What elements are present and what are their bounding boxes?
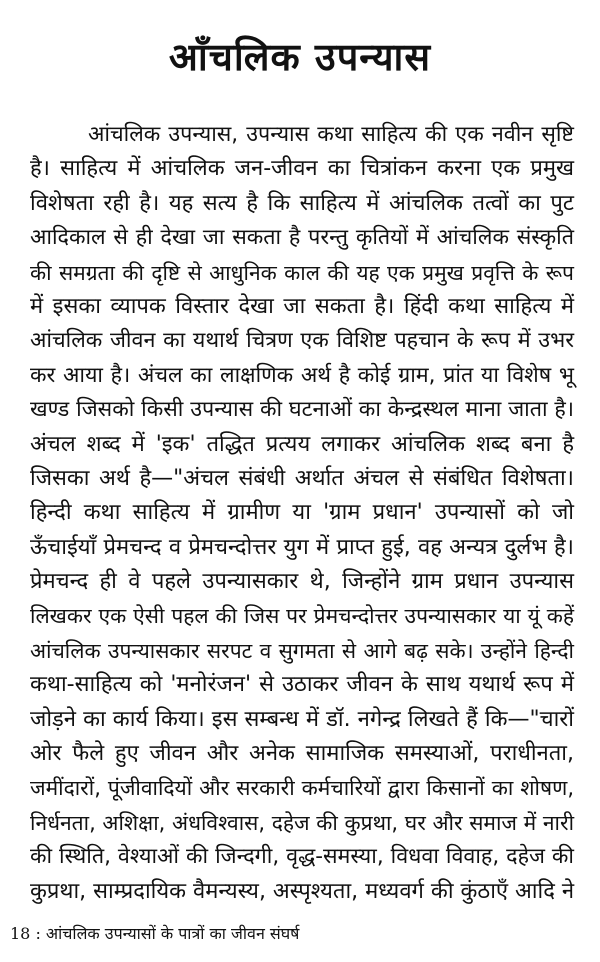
text-line: खण्ड जिसको किसी उपन्यास की घटनाओं का केन्द्रस्थल माना जाता है।	[30, 397, 574, 423]
page-footer: 18 : आंचलिक उपन्यासों के पात्रों का जीवन संघर्ष	[10, 924, 300, 943]
text-line: कथा-साहित्य को 'मनोरंजन' से उठाकर जीवन के साथ यथार्थ रूप में	[30, 672, 574, 698]
text-line: विशेषता रही है। यह सत्य है कि साहित्य में आंचलिक तत्वों का पुट	[30, 190, 574, 216]
text-line: है। साहित्य में आंचलिक जन-जीवन का चित्रांकन करना एक प्रमुख	[30, 156, 574, 182]
text-line: की समग्रता की दृष्टि से आधुनिक काल की यह एक प्रमुख प्रवृत्ति के रूप	[30, 260, 574, 285]
text-line: की स्थिति, वेश्याओं की जिन्दगी, वृद्ध-समस्या, विधवा विवाह, दहेज की	[30, 844, 574, 870]
text-line: कर आया है। अंचल का लाक्षणिक अर्थ है कोई ग्राम, प्रांत या विशेष भू	[30, 362, 574, 388]
text-line: लिखकर एक ऐसी पहल की जिस पर प्रेमचन्दोत्तर उपन्यासकार या यूं कहें	[30, 604, 574, 629]
text-line: हिन्दी कथा साहित्य में ग्रामीण या 'ग्राम प्रधान' उपन्यासों को जो	[30, 500, 574, 526]
text-line: आदिकाल से ही देखा जा सकता है परन्तु कृतियों में आंचलिक संस्कृति	[30, 225, 574, 251]
body-text	[30, 118, 574, 909]
text-line: ओर फैले हुए जीवन और अनेक सामाजिक समस्याओं, पराधीनता,	[30, 741, 574, 767]
text-line: में इसका व्यापक विस्तार देखा जा सकता है। हिंदी कथा साहित्य में	[30, 293, 574, 319]
text-line: निर्धनता, अशिक्षा, अंधविश्वास, दहेज की कुप्रथा, घर और समाज में नारी	[30, 810, 575, 835]
text-line: आंचलिक उपन्यास, उपन्यास कथा साहित्य की एक नवीन सृष्टि	[88, 122, 574, 147]
text-line: जिसका अर्थ है—"अंचल संबंधी अर्थात अंचल से संबंधित विशेषता।	[30, 465, 574, 491]
text-line: कुप्रथा, साम्प्रदायिक वैमन्यस्य, अस्पृश्यता, मध्यवर्ग की कुंठाएँ आदि ने	[30, 878, 575, 904]
text-line: ऊँचाईयाँ प्रेमचन्द व प्रेमचन्दोत्तर युग में प्राप्त हुई, वह अन्यत्र दुर्लभ है।	[30, 534, 574, 560]
text-line: प्रेमचन्द ही वे पहले उपन्यासकार थे, जिन्होंने ग्राम प्रधान उपन्यास	[30, 569, 574, 595]
text-line: अंचल शब्द में 'इक' तद्धित प्रत्यय लगाकर आंचलिक शब्द बना है	[30, 431, 574, 457]
text-line: आंचलिक जीवन का यथार्थ चित्रण एक विशिष्ट पहचान के रूप में उभर	[30, 328, 574, 354]
text-line: आंचलिक उपन्यासकार सरपट व सुगमता से आगे बढ़ सके। उन्होंने हिन्दी	[30, 638, 574, 663]
text-line: जोड़ने का कार्य किया। इस सम्बन्ध में डॉ. नगेन्द्र लिखते हैं कि—"चारों	[30, 706, 574, 732]
chapter-title: आँचलिक उपन्यास	[168, 35, 432, 79]
text-line: जमींदारों, पूंजीवादियों और सरकारी कर्मचारियों द्वारा किसानों का शोषण,	[30, 776, 574, 801]
